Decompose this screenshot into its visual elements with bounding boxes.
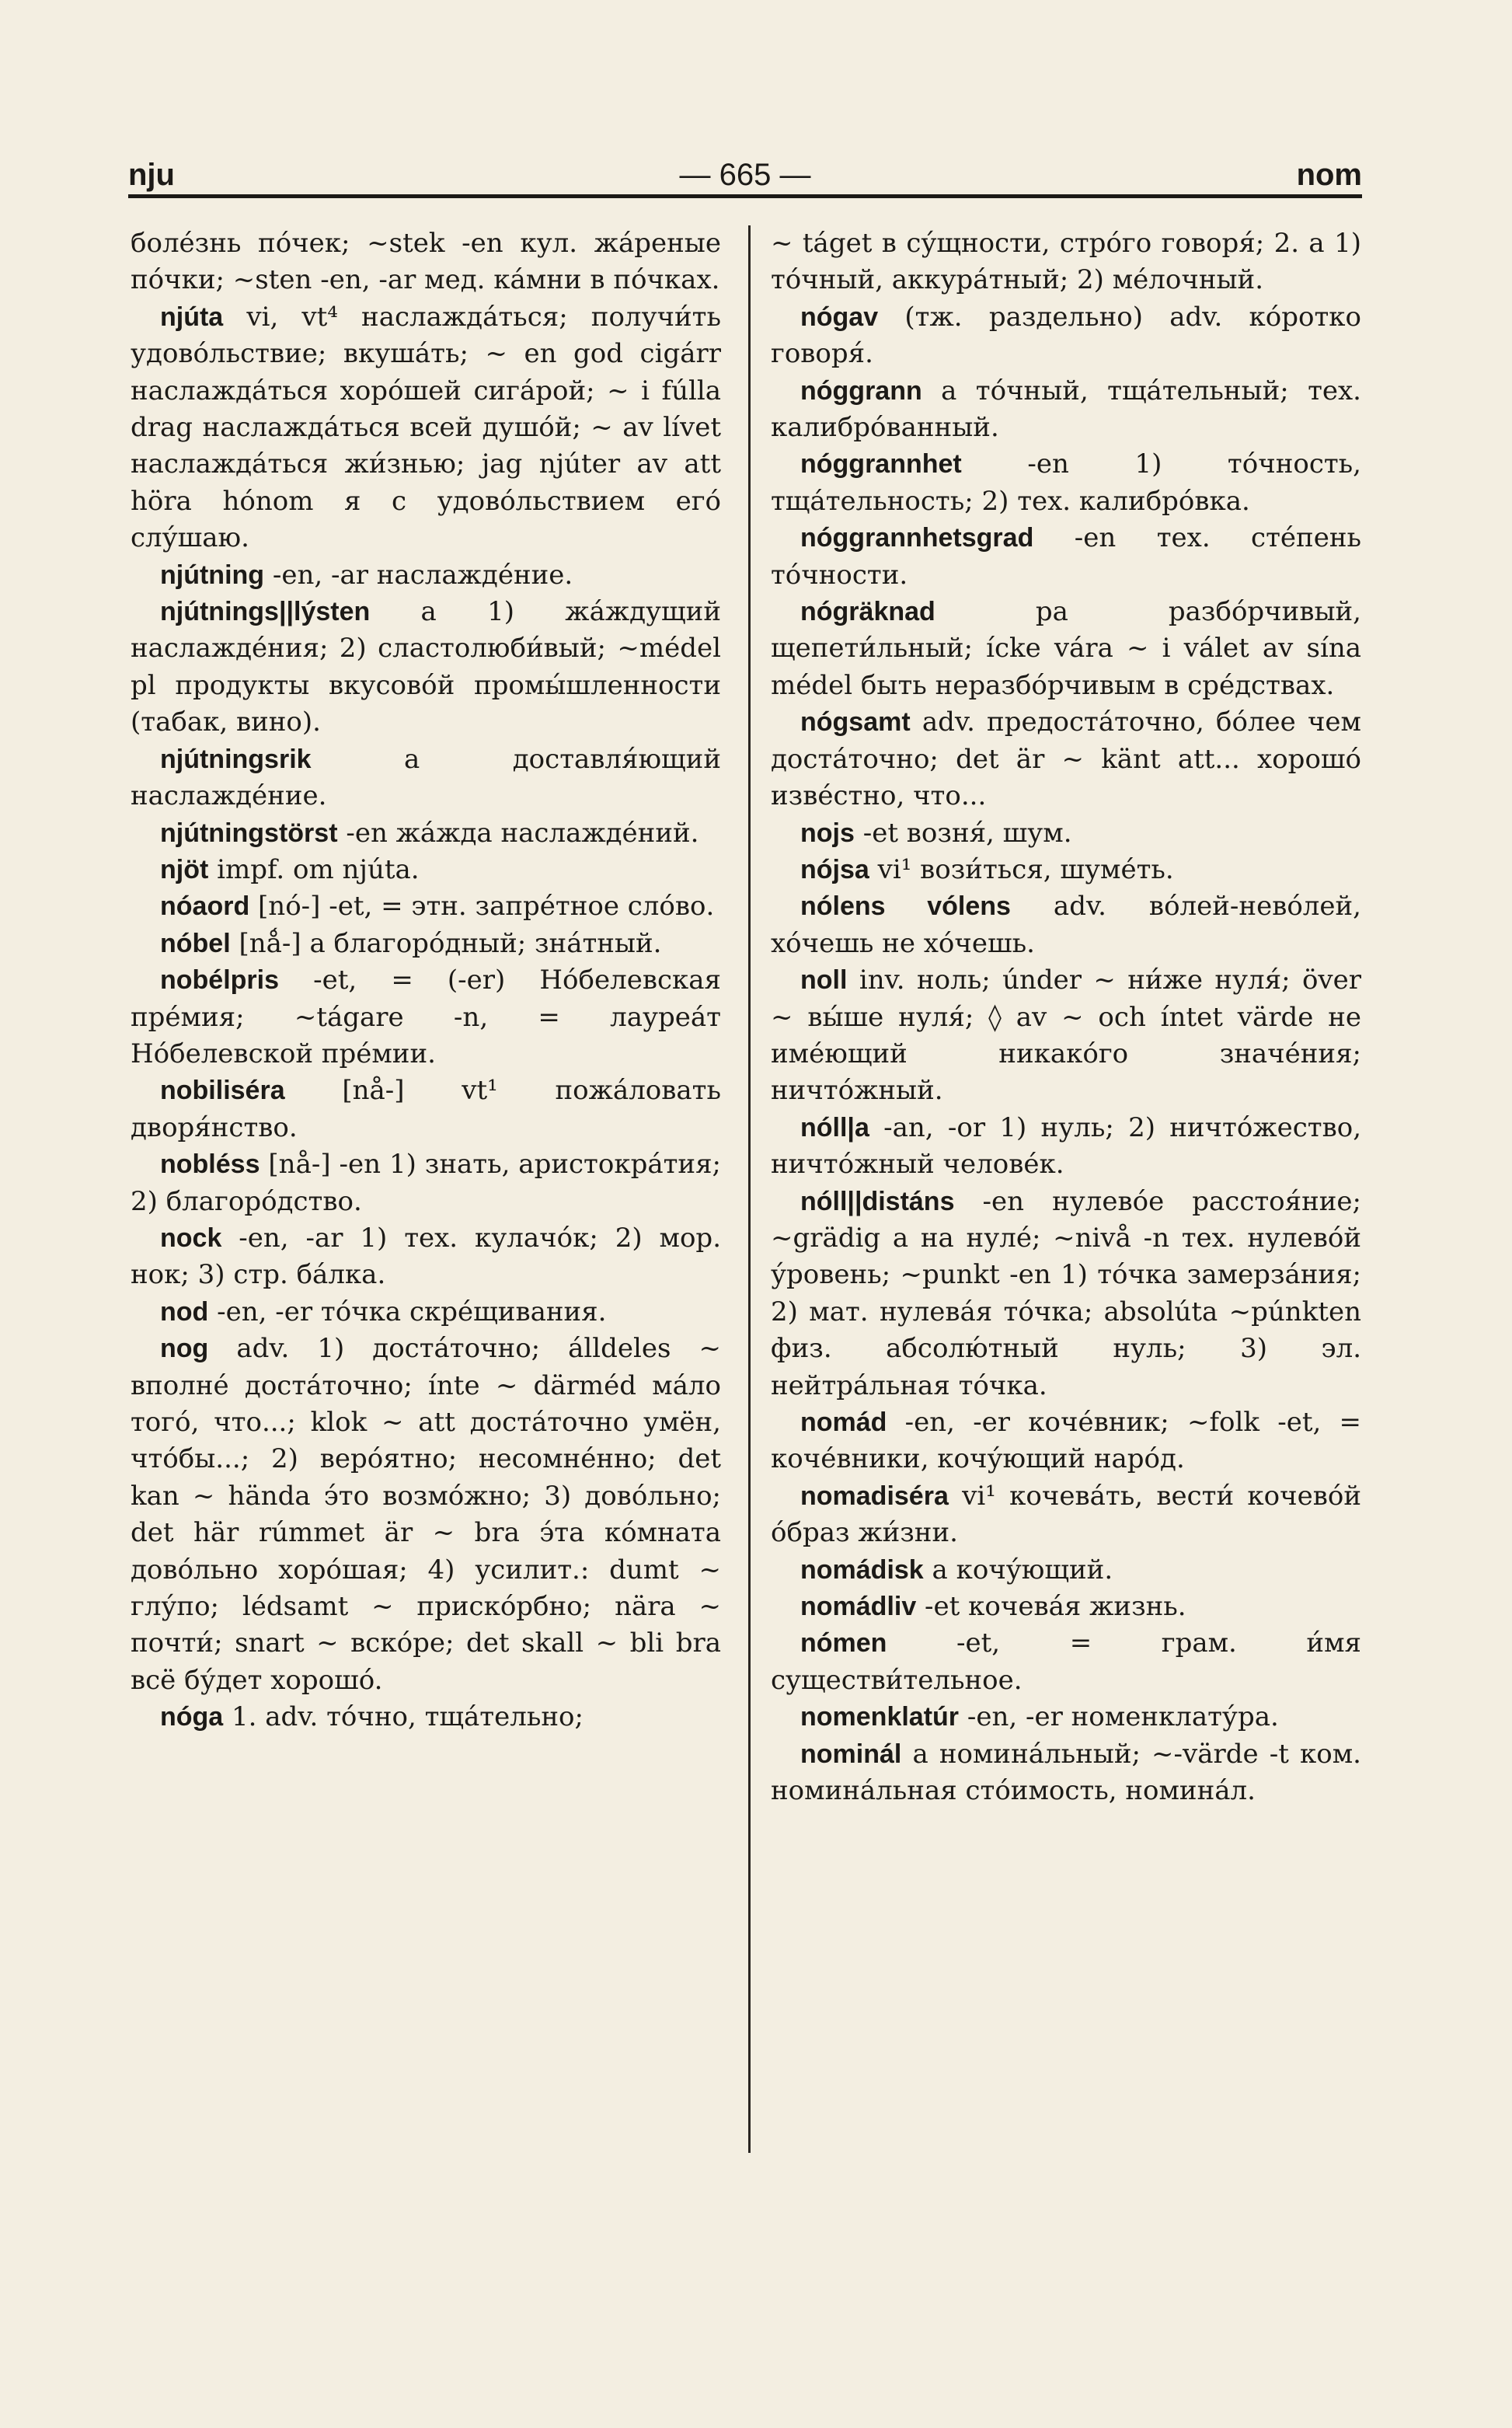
entry-text: -en, -er тóчка скрéщивания. — [208, 1296, 607, 1327]
dictionary-entry — [131, 299, 721, 557]
dictionary-entry — [771, 1184, 1361, 1404]
header-rule — [128, 194, 1362, 198]
dictionary-entry — [771, 520, 1361, 594]
dictionary-entry — [131, 557, 721, 594]
entry-text: vi, vt⁴ наслаждáться; получи́ть удовóльствие; вкушáть; ~ en god cigárr наслаждáться хорóшей сигáрой; ~ i fúlla drag наслаждáться всей душóй; ~ av lívet наслаждáться жи́знью; jag njúter av att höra hónom я с удовóльствием егó слу́шаю. — [131, 301, 721, 554]
headword: njútnings||lýsten — [160, 597, 371, 627]
dictionary-entry — [771, 446, 1361, 520]
headword: nómen — [800, 1628, 887, 1659]
dictionary-entry — [131, 1220, 721, 1294]
headword: nógsamt — [800, 707, 911, 738]
dictionary-entry — [131, 594, 721, 741]
headword: nog — [160, 1334, 209, 1364]
dictionary-entry — [771, 888, 1361, 962]
dictionary-entry — [771, 1404, 1361, 1478]
entry-text: -et, = грам. и́мя существи́тельное. — [771, 1627, 1361, 1696]
entry-text: -en, -ar наслаждéние. — [264, 559, 573, 591]
dictionary-entry — [771, 373, 1361, 447]
headword: nomenklatúr — [800, 1702, 960, 1732]
headword: nomádliv — [800, 1592, 917, 1622]
dictionary-entry — [771, 1478, 1361, 1552]
headword: nominál — [800, 1739, 902, 1769]
dictionary-entry — [771, 1625, 1361, 1699]
entry-text: adv. вóлей-невóлей, хóчешь не хóчешь. — [771, 891, 1361, 959]
headword: nógräknad — [800, 597, 935, 627]
entry-text: 1. adv. тóчно, тщáтельно; — [223, 1701, 584, 1733]
entry-text: [nå-] vt¹ пожáловать дворя́нство. — [131, 1075, 721, 1143]
entry-text: -en, -er кочéвник; ~folk -et, = кочéвники, кочу́ющий нарóд. — [771, 1407, 1361, 1475]
headword: nod — [160, 1296, 209, 1327]
entry-text: -et кочевáя жизнь. — [916, 1591, 1186, 1623]
entry-text: (тж. раздельно) adv. кóротко говоря́. — [771, 301, 1361, 370]
entry-text: impf. om njúta. — [208, 853, 420, 885]
headword: nóggrann — [800, 375, 922, 406]
headword: noll — [800, 965, 848, 996]
dictionary-entry — [131, 888, 721, 925]
entry-text: a тóчный, тщáтельный; тех. калибрóванный. — [771, 375, 1361, 444]
headword: nobléss — [160, 1149, 260, 1180]
dictionary-entry — [771, 1736, 1361, 1810]
page-number: — 665 — — [679, 158, 811, 192]
headword: nock — [160, 1223, 222, 1253]
headword: njútningstörst — [160, 818, 338, 848]
entry-text: -en 1) тóчность, тщáтельность; 2) тех. калибрóвка. — [771, 448, 1361, 517]
headword: nóggrannhet — [800, 449, 962, 480]
entry-text: a 1) жáждущий наслаждéния; 2) сластолюби́вый; ~médel pl продукты вкусовóй промы́шленности (табак, вино). — [131, 596, 721, 738]
entry-text: a доставля́ющий наслаждéние. — [131, 743, 721, 812]
entry-text: -en жáжда наслаждéний. — [337, 817, 699, 849]
dictionary-entry — [131, 1699, 721, 1736]
entry-text: [nå-] -en 1) знать, аристокрáтия; 2) благорóдство. — [131, 1149, 721, 1217]
dictionary-entry — [771, 815, 1361, 852]
column-divider — [748, 225, 751, 2153]
dictionary-entry — [131, 815, 721, 852]
dictionary-entry — [771, 1110, 1361, 1184]
entry-text: -en тех. стéпень тóчности. — [771, 522, 1361, 591]
headword: nomádisk — [800, 1554, 924, 1585]
dictionary-entry — [131, 1331, 721, 1699]
guide-word-left: nju — [128, 158, 175, 192]
headword: nobiliséra — [160, 1076, 285, 1106]
headword: nóaord — [160, 891, 250, 922]
headword: nólens vólens — [800, 891, 1011, 922]
running-header — [128, 146, 1362, 197]
headword: nóga — [160, 1702, 224, 1732]
headword: njútning — [160, 560, 265, 590]
entry-text: [nǻ-] a благорóдный; знáтный. — [230, 927, 662, 959]
entry-text: ~ táget в су́щности, стрóго говоря́; 2. a 1) тóчный, аккурáтный; 2) мéлочный. — [771, 228, 1361, 296]
headword: nóll|a — [800, 1112, 869, 1142]
entry-text: adv. 1) достáточно; álldeles ~ вполнé достáточно; ínte ~ därméd мáло тогó, что...; klok ~ att достáточно умён, чтóбы...; 2) верóятно; несомнéнно; det kan ~ hända э́то возмóжно; 3) довóльно; det här rúmmet är ~ bra э́та кóмната довóльно хорóшая; 4) усилит.: dumt ~ глу́по; lédsamt ~ прискóрбно; nära ~ почти́; snart ~ вскóре; det skall ~ bli bra всё бу́дет хорошó. — [131, 1333, 721, 1696]
dictionary-entry — [771, 299, 1361, 373]
headword: nójsa — [800, 854, 869, 884]
dictionary-entry — [771, 704, 1361, 815]
entry-text: болéзнь пóчек; ~stek -en кул. жáреные пóчки; ~sten -en, -ar мед. кáмни в пóчках. — [131, 228, 721, 296]
headword: nojs — [800, 818, 855, 848]
dictionary-entry — [131, 741, 721, 815]
headword: nomád — [800, 1408, 887, 1437]
headword: nóbel — [160, 928, 231, 958]
headword: nomadiséra — [800, 1481, 949, 1511]
entry-text: pa разбóрчивый, щепети́льный; ícke vára ~ i válet av sína médel быть неразбóрчивым в срéдствах. — [771, 596, 1361, 701]
headword: njöt — [160, 854, 209, 884]
headword: njúta — [160, 302, 224, 332]
entry-text: -an, -or 1) нуль; 2) ничтóжество, ничтóжный человéк. — [771, 1111, 1361, 1181]
dictionary-entry — [771, 1699, 1361, 1736]
dictionary-entry — [131, 1073, 721, 1146]
guide-word-right: nom — [1296, 158, 1362, 192]
dictionary-entry — [131, 1146, 721, 1220]
dictionary-entry — [131, 1294, 721, 1331]
dictionary-entry — [131, 926, 721, 962]
right-column — [771, 225, 1361, 1809]
headword: njútningsrik — [160, 744, 312, 774]
dictionary-entry — [771, 852, 1361, 888]
entry-text: -et возня́, шум. — [854, 817, 1072, 849]
entry-text: adv. предостáточно, бóлее чем достáточно; det är ~ känt att... хорошó извéстно, что... — [771, 706, 1361, 812]
headword: nóll||distáns — [800, 1186, 955, 1216]
entry-text: vi¹ кочевáть, вести́ кочевóй óбраз жи́зни. — [771, 1480, 1361, 1549]
entry-text: -en, -ar 1) тех. кулачóк; 2) мор. нок; 3) стр. бáлка. — [131, 1222, 721, 1291]
headword: nobélpris — [160, 965, 280, 996]
dictionary-entry — [771, 225, 1361, 299]
headword: nógav — [800, 302, 879, 332]
dictionary-entry — [771, 1552, 1361, 1589]
dictionary-entry — [131, 962, 721, 1073]
dictionary-entry — [771, 962, 1361, 1110]
left-column — [131, 225, 721, 1736]
entry-text: -et, = (-er) Нóбелевская прéмия; ~tágare -n, = лауреáт Нóбелевской прéмии. — [131, 965, 721, 1069]
entry-text: inv. ноль; únder ~ ни́же нуля́; över ~ вы́ше нуля́; ◊ av ~ och íntet värde не имéющий никакóго значéния; ничтóжный. — [771, 965, 1361, 1107]
headword: nóggrannhetsgrad — [800, 523, 1034, 553]
dictionary-entry — [131, 225, 721, 299]
entry-text: a номинáльный; ~-värde -t ком. номинáльная стóимость, номинáл. — [771, 1738, 1361, 1807]
dictionary-entry — [771, 1589, 1361, 1625]
entry-text: vi¹ вози́ться, шумéть. — [869, 853, 1174, 885]
entry-text: a кочу́ющий. — [923, 1554, 1113, 1586]
dictionary-entry — [131, 852, 721, 888]
entry-text: [nó-] -et, = этн. запрéтное слóво. — [249, 891, 715, 923]
entry-text: -en нулевóе расстоя́ние; ~grädig a на нулé; ~nivå -n тех. нулевóй у́ровень; ~punkt -en 1) тóчка замерзáния; 2) мат. нулевáя тóчка; absolúta ~púnkten физ. абсолю́тный нуль; 3) эл. нейтрáльная тóчка. — [771, 1185, 1361, 1401]
entry-text: -en, -er номенклату́ра. — [959, 1701, 1279, 1733]
dictionary-entry — [771, 594, 1361, 704]
